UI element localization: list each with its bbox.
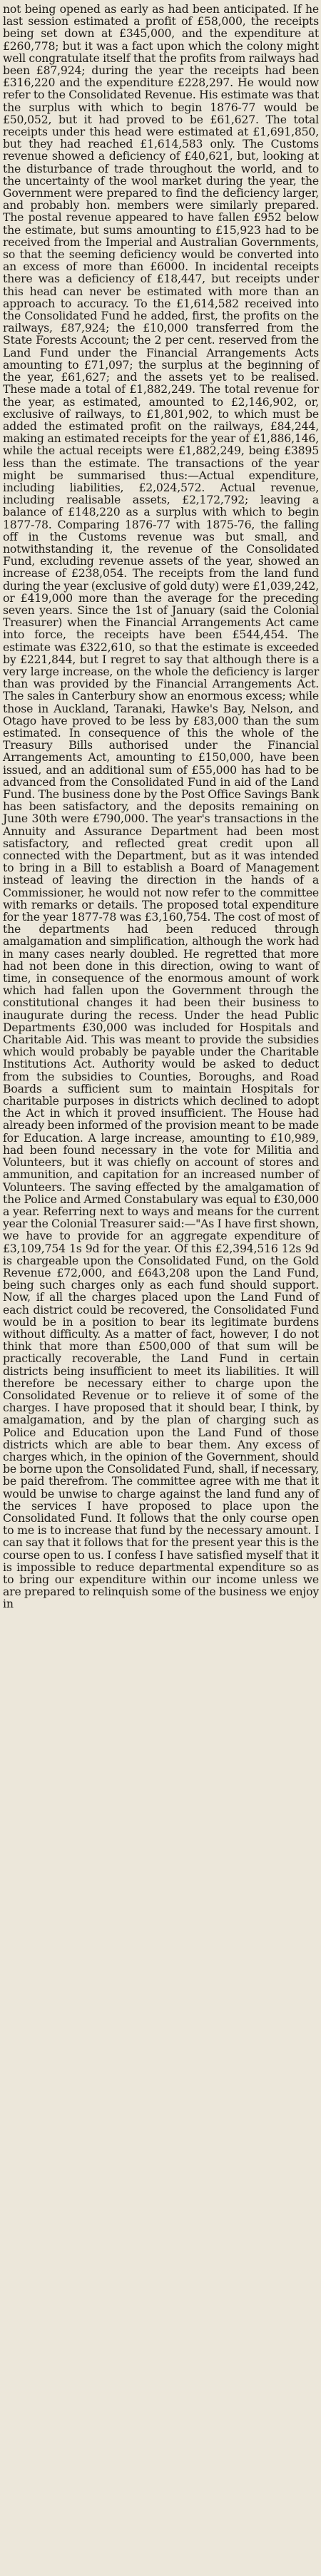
article-body: not being opened as early as had been anticipated. If he last session estimated a profit of £58,000, the receipts being set down at £345,000, and the expenditure at £260,778; but it was a fact upon which the colony might well congratulate itself that the profits from railways had been £87,924; during the year the receipts had been £316,220 and the expenditure £228,297. He would now refer to the Consolidated Revenue. His estimate was that the surplus with which to begin 1876-77 would be £50,052, but it had proved to be £61,627. The total receipts under this head were estimated at £1,691,850, but they had reached £1,614,583 only. The Customs revenue showed a deficiency of £40,621, but, looking at the disturbance of trade throughout the world, and to the uncertainty of the wool market during the year, the Government were prepared to find the deficiency larger, and probably hon. members were similarly prepared. The postal revenue appeared to have fallen £952 below the estimate, but sums amounting to £15,923 had to be received from the Imperial and Australian Governments, so that the seeming deficiency would be converted into an excess of more than £6000. In incidental receipts there was a deficiency of £18,447, but receipts under this head can never be estimated with more than an approach to accuracy. To the £1,614,582 received into the Consolidated Fund he added, first, the profits on the railways, £87,924; the £10,000 transferred from the State Forests Account; the 2 per cent. reserved from the Land Fund under the Financial Arrangements Acts amounting to £71,097; the surplus at the beginning of the year, £61,627; and the assets yet to be realised. These made a total of £1,882,249. The total revenue for the year, as estimated, amounted to £2,146,902, or, exclusive of railways, to £1,801,902, to which must be added the estimated profit on the railways, £84,244, making an estimated receipts for the year of £1,886,146, while the actual receipts were £1,882,249, being £3895 less than the estimate. The transactions of the year might be summarised thus:—Actual expenditure, including liabilities, £2,024,572. Actual revenue, including realisable assets, £2,172,792; leaving a balance of £148,220 as a surplus with which to begin 1877-78. Comparing 1876-77 with 1875-76, the falling off in the Customs revenue was but small, and notwithstanding it, the revenue of the Consolidated Fund, excluding revenue assets of the year, showed an increase of £238,054. The receipts from the land fund during the year (exclusive of gold duty) were £1,039,242, or £419,000 more than the average for the preceding seven years. Since the 1st of January (said the Colonial Treasurer) when the Financial Arrangements Act came into force, the receipts have been £544,454. The estimate was £322,610, so that the estimate is exceeded by £221,844, but I regret to say that although there is a very large increase, on the whole the deficiency is larger than was provided by the Financial Arrangements Act. The sales in Canterbury show an enormous excess; while those in Auckland, Taranaki, Hawke's Bay, Nelson, and Otago have proved to be less by £83,000 than the sum estimated. In consequence of this the whole of the Treasury Bills authorised under the Financial Arrangements Act, amounting to £150,000, have been issued, and an additional sum of £55,000 has had to be advanced from the Consolidated Fund in aid of the Land Fund. The business done by the Post Office Savings Bank has been satisfactory, and the deposits remaining on June 30th were £790,000. The year's transactions in the Annuity and Assurance Department had been most satisfactory, and reflected great credit upon all connected with the Department, but as it was intended to bring in a Bill to establish a Board of Management instead of leaving the direction in the hands of a Commissioner, he would not now refer to the committee with remarks or details. The proposed total expenditure for the year 1877-78 was £3,160,754. The cost of most of the departments had been reduced through amalgamation and simplification, although the work had in many cases nearly doubled. He regretted that more had not been done in this direction, owing to want of time, in consequence of the enormous amount of work which had fallen upon the Government through the constitutional changes it had been their business to inaugurate during the recess. Under the head Public Departments £30,000 was included for Hospitals and Charitable Aid. This was meant to provide the subsidies which would probably be payable under the Charitable Institutions Act. Authority would be asked to deduct from the subsidies to Counties, Boroughs, and Road Boards a sufficient sum to maintain Hospitals for charitable purposes in districts which declined to adopt the Act in which it proved insufficient. The House had already been informed of the provision meant to be made for Education. A large increase, amounting to £10,989, had been found necessary in the vote for Militia and Volunteers, but it was chiefly on account of stores and ammunition, and capitation for an increased number of Volunteers. The saving effected by the amalgamation of the Police and Armed Constabulary was equal to £30,000 a year. Referring next to ways and means for the current year the Colonial Treasurer said:—"As I have first shown, we have to provide for an aggregate expenditure of £3,109,754 1s 9d for the year. Of this £2,394,516 12s 9d is chargeable upon the Consolidated Fund, on the Gold Revenue £72,000, and £643,208 upon the Land Fund, being such charges only as each fund should support. Now, if all the charges placed upon the Land Fund of each district could be recovered, the Consolidated Fund would be in a position to bear its legitimate burdens without difficulty. As a matter of fact, however, I do not think that more than £500,000 of that sum will be practically recoverable, the Land Fund in certain districts being insufficient to meet its liabilities. It will therefore be necessary either to charge upon the Consolidated Revenue or to relieve it of some of the charges. I have proposed that it should bear, I think, by amalgamation, and by the plan of charging such as Police and Education upon the Land Fund of those districts which are able to bear them. Any excess of charges which, in the opinion of the Government, should be borne upon the Consolidated Fund, shall, if necessary, be paid therefrom. The committee agree with me that it would be unwise to charge against the land fund any of the services I have proposed to place upon the Consolidated Fund. It follows that the only course open to me is to increase that fund by the necessary amount. I can say that it follows that for the present year this is the course open to us. I confess I have satisfied myself that it is impossible to reduce departmental expenditure so as to bring our expenditure within our income unless we are prepared to relinquish some of the business we enjoy in <box>3 2 319 1611</box>
article-column <box>3 3 319 1610</box>
